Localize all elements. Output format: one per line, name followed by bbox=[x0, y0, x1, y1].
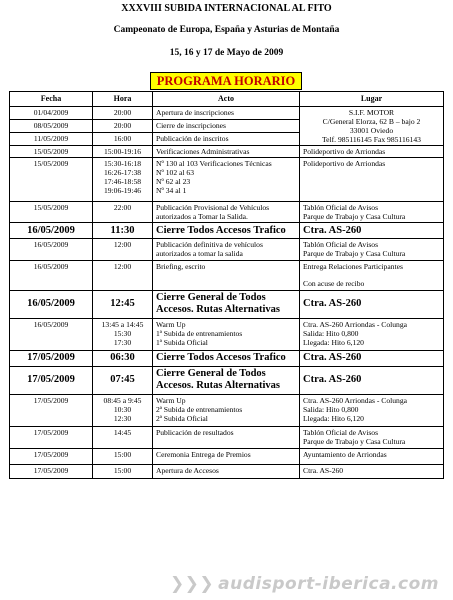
cell-acto-line: Cierre General de Todos bbox=[156, 367, 266, 379]
cell-hora-line: 15:00-19:16 bbox=[103, 147, 142, 157]
table-row bbox=[10, 448, 444, 464]
program-title: PROGRAMA HORARIO bbox=[150, 72, 302, 90]
cell-acto-line: Briefing, escrito bbox=[156, 262, 206, 272]
cell-acto bbox=[153, 366, 300, 394]
cell-lugar-line: 33001 Oviedo bbox=[349, 125, 394, 135]
cell-acto bbox=[153, 158, 300, 202]
cell-acto-line: Warm Up bbox=[156, 395, 186, 405]
cell-hora-line: 15:00 bbox=[113, 449, 132, 459]
cell-acto-line: Cierre de inscripciones bbox=[156, 120, 227, 130]
cell-acto-line: Cierre Todos Accesos Trafico bbox=[156, 351, 286, 363]
cell-acto bbox=[153, 146, 300, 158]
cell-hora-line: 15:00 bbox=[113, 465, 132, 475]
cell-lugar-line: Con acuse de recibo bbox=[303, 279, 365, 289]
cell-lugar bbox=[300, 223, 444, 239]
cell-hora bbox=[93, 464, 153, 478]
cell-lugar bbox=[300, 239, 444, 261]
cell-hora-line: 20:00 bbox=[113, 107, 132, 117]
cell-lugar-line: Ctra. AS-260 bbox=[303, 224, 362, 236]
cell-acto-line: autorizados a tomar la salida bbox=[156, 249, 243, 259]
cell-lugar-line: Entrega Relaciones Participantes bbox=[303, 262, 403, 272]
cell-fecha: 15/05/2009 bbox=[10, 202, 93, 223]
event-dates: 15, 16 y 17 de Mayo de 2009 bbox=[169, 48, 284, 58]
cell-fecha: 15/05/2009 bbox=[10, 146, 93, 158]
cell-acto-line: 2ª Subida Oficial bbox=[156, 414, 208, 424]
cell-acto-line: 2ª Subida de entrenamientos bbox=[156, 405, 243, 415]
table-row bbox=[10, 350, 444, 366]
cell-acto bbox=[153, 350, 300, 366]
table-row bbox=[10, 464, 444, 478]
cell-acto-line: Nº 102 al 63 bbox=[156, 168, 194, 178]
table-row bbox=[10, 158, 444, 202]
cell-lugar-line: Tablón Oficial de Avisos bbox=[303, 203, 379, 213]
cell-hora bbox=[93, 261, 153, 290]
cell-lugar-line: Salida: Hito 0,800 bbox=[303, 405, 359, 415]
cell-hora-line: 16:26-17:38 bbox=[103, 168, 142, 178]
column-header-hora: Hora bbox=[93, 92, 153, 107]
cell-hora-line: 17:30 bbox=[113, 337, 132, 347]
cell-lugar-line: Ctra. AS-260 Arriondas - Colunga bbox=[303, 395, 407, 405]
cell-hora-line: 22:00 bbox=[113, 203, 132, 213]
cell-fecha: 16/05/2009 bbox=[10, 318, 93, 350]
cell-acto bbox=[153, 426, 300, 448]
cell-hora-line: 07:45 bbox=[110, 374, 135, 386]
cell-hora bbox=[93, 146, 153, 158]
cell-lugar bbox=[300, 448, 444, 464]
cell-acto-line: Cierre Todos Accesos Trafico bbox=[156, 224, 286, 236]
table-row bbox=[10, 239, 444, 261]
cell-fecha: 17/05/2009 bbox=[10, 464, 93, 478]
cell-lugar-line: Telf. 985116145 Fax 985116143 bbox=[322, 134, 421, 144]
table-row bbox=[10, 318, 444, 350]
cell-hora-line: 16:00 bbox=[113, 133, 132, 143]
cell-fecha: 01/04/2009 bbox=[10, 106, 93, 119]
cell-hora bbox=[93, 158, 153, 202]
cell-hora bbox=[93, 290, 153, 318]
cell-lugar-line: Parque de Trabajo y Casa Cultura bbox=[303, 212, 406, 222]
cell-acto-line: autorizados a Tomar la Salida. bbox=[156, 212, 248, 222]
cell-acto bbox=[153, 318, 300, 350]
cell-hora-line: 20:00 bbox=[113, 120, 132, 130]
table-row bbox=[10, 426, 444, 448]
cell-acto bbox=[153, 239, 300, 261]
cell-lugar-line: Parque de Trabajo y Casa Cultura bbox=[303, 249, 406, 259]
table-row bbox=[10, 146, 444, 158]
cell-acto-line: Publicación Provisional de Vehículos bbox=[156, 203, 270, 213]
cell-lugar-line: Ctra. AS-260 bbox=[303, 297, 362, 309]
cell-acto-line: Publicación definitiva de vehículos bbox=[156, 240, 263, 250]
cell-fecha: 17/05/2009 bbox=[10, 350, 93, 366]
cell-hora bbox=[93, 106, 153, 119]
cell-lugar-line: Tablón Oficial de Avisos bbox=[303, 240, 379, 250]
cell-hora-line: 12:30 bbox=[113, 414, 132, 424]
cell-acto-line: Accesos. Rutas Alternativas bbox=[156, 304, 280, 316]
cell-lugar bbox=[300, 394, 444, 426]
cell-hora bbox=[93, 202, 153, 223]
cell-lugar-line: Parque de Trabajo y Casa Cultura bbox=[303, 437, 406, 447]
cell-acto bbox=[153, 119, 300, 132]
cell-fecha: 15/05/2009 bbox=[10, 158, 93, 202]
cell-hora bbox=[93, 448, 153, 464]
table-row bbox=[10, 261, 444, 290]
cell-lugar bbox=[300, 158, 444, 202]
table-row bbox=[10, 202, 444, 223]
cell-acto-line: Cierre General de Todos bbox=[156, 291, 266, 303]
cell-acto bbox=[153, 261, 300, 290]
cell-acto-line: Ceremonia Entrega de Premios bbox=[156, 449, 251, 459]
cell-lugar bbox=[300, 318, 444, 350]
cell-fecha: 11/05/2009 bbox=[10, 132, 93, 145]
cell-lugar-line: Polideportivo de Arriondas bbox=[303, 159, 386, 169]
cell-lugar-line bbox=[303, 271, 440, 279]
table-row bbox=[10, 106, 444, 119]
cell-lugar-line: Salida: Hito 0,800 bbox=[303, 328, 359, 338]
cell-hora-line: 15:30 bbox=[113, 328, 132, 338]
cell-fecha: 16/05/2009 bbox=[10, 261, 93, 290]
cell-lugar-line: C/General Elorza, 62 B – bajo 2 bbox=[322, 116, 421, 126]
cell-lugar bbox=[300, 146, 444, 158]
cell-hora-line: 12:45 bbox=[110, 297, 135, 309]
cell-hora-line: 13:45 a 14:45 bbox=[101, 319, 144, 329]
cell-acto-line: 1ª Subida de entrenamientos bbox=[156, 328, 243, 338]
cell-fecha: 17/05/2009 bbox=[10, 394, 93, 426]
cell-hora bbox=[93, 119, 153, 132]
table-row bbox=[10, 223, 444, 239]
cell-hora-line: 12:00 bbox=[113, 240, 132, 250]
cell-lugar bbox=[300, 202, 444, 223]
cell-lugar-line: Llegada: Hito 6,120 bbox=[303, 337, 364, 347]
cell-lugar-line: Ctra. AS-260 Arriondas - Colunga bbox=[303, 319, 407, 329]
cell-lugar-line: Polideportivo de Arriondas bbox=[303, 147, 386, 157]
cell-lugar-line: Ayuntamiento de Arriondas bbox=[303, 449, 387, 459]
cell-lugar bbox=[300, 261, 444, 290]
cell-lugar bbox=[300, 464, 444, 478]
table-row bbox=[10, 394, 444, 426]
cell-lugar-line: Tablón Oficial de Avisos bbox=[303, 427, 379, 437]
cell-fecha: 17/05/2009 bbox=[10, 426, 93, 448]
cell-acto-line: Apertura de inscripciones bbox=[156, 107, 235, 117]
cell-hora-line: 06:30 bbox=[110, 351, 135, 363]
cell-lugar-line: S.I.F. MOTOR bbox=[348, 107, 395, 117]
cell-acto-line: Warm Up bbox=[156, 319, 186, 329]
cell-lugar-line: Llegada: Hito 6,120 bbox=[303, 414, 364, 424]
cell-fecha: 16/05/2009 bbox=[10, 239, 93, 261]
cell-lugar bbox=[300, 366, 444, 394]
cell-fecha: 16/05/2009 bbox=[10, 290, 93, 318]
cell-hora-line: 14:45 bbox=[113, 427, 132, 437]
cell-acto-line: Apertura de Accesos bbox=[156, 465, 219, 475]
table-header-row bbox=[10, 92, 444, 107]
cell-lugar bbox=[300, 426, 444, 448]
cell-acto-line: Publicación de resultados bbox=[156, 427, 234, 437]
championship-subtitle: Campeonato de Europa, España y Asturias de Montaña bbox=[113, 25, 340, 35]
cell-hora-line: 10:30 bbox=[113, 405, 132, 415]
cell-acto bbox=[153, 223, 300, 239]
cell-acto-line: Accesos. Rutas Alternativas bbox=[156, 380, 280, 392]
cell-fecha: 08/05/2009 bbox=[10, 119, 93, 132]
cell-fecha: 17/05/2009 bbox=[10, 448, 93, 464]
cell-hora bbox=[93, 239, 153, 261]
watermark bbox=[170, 574, 439, 594]
schedule-table bbox=[9, 91, 444, 479]
schedule-body bbox=[10, 106, 444, 478]
cell-acto-line: Publicación de inscritos bbox=[156, 133, 229, 143]
watermark-text: audisport-iberica.com bbox=[218, 574, 439, 594]
cell-hora bbox=[93, 318, 153, 350]
cell-acto bbox=[153, 106, 300, 119]
table-row bbox=[10, 366, 444, 394]
cell-acto-line: 1ª Subida Oficial bbox=[156, 337, 208, 347]
cell-lugar-line: Ctra. AS-260 bbox=[303, 351, 362, 363]
cell-hora-line: 08:45 a 9:45 bbox=[103, 395, 142, 405]
cell-acto-line: Nº 130 al 103 Verificaciones Técnicas bbox=[156, 159, 272, 169]
cell-acto bbox=[153, 394, 300, 426]
cell-hora-line: 17:46-18:58 bbox=[103, 177, 142, 187]
cell-acto bbox=[153, 202, 300, 223]
cell-hora-line: 12:00 bbox=[113, 262, 132, 272]
chevrons-icon: ❯❯❯ bbox=[169, 574, 215, 594]
cell-acto-line: Nº 34 al 1 bbox=[156, 186, 187, 196]
cell-acto bbox=[153, 132, 300, 145]
cell-acto bbox=[153, 290, 300, 318]
cell-hora bbox=[93, 350, 153, 366]
cell-hora bbox=[93, 366, 153, 394]
cell-fecha: 16/05/2009 bbox=[10, 223, 93, 239]
column-header-lugar: Lugar bbox=[300, 92, 444, 107]
column-header-acto: Acto bbox=[153, 92, 300, 107]
cell-acto bbox=[153, 464, 300, 478]
cell-fecha: 17/05/2009 bbox=[10, 366, 93, 394]
cell-hora-line: 11:30 bbox=[110, 224, 135, 236]
cell-hora bbox=[93, 223, 153, 239]
cell-hora bbox=[93, 132, 153, 145]
cell-lugar bbox=[300, 106, 444, 145]
cell-acto bbox=[153, 448, 300, 464]
table-row bbox=[10, 290, 444, 318]
column-header-fecha: Fecha bbox=[10, 92, 93, 107]
cell-lugar-line: Ctra. AS-260 bbox=[303, 374, 362, 386]
cell-hora-line: 15:30-16:18 bbox=[103, 159, 142, 169]
cell-acto-line: Nº 62 al 23 bbox=[156, 177, 191, 187]
cell-hora bbox=[93, 394, 153, 426]
cell-acto-line: Verificaciones Administrativas bbox=[156, 147, 250, 157]
cell-hora-line: 19:06-19:46 bbox=[103, 186, 142, 196]
cell-lugar-line: Ctra. AS-260 bbox=[303, 465, 344, 475]
cell-lugar bbox=[300, 350, 444, 366]
cell-lugar bbox=[300, 290, 444, 318]
event-title: XXXVIII SUBIDA INTERNACIONAL AL FITO bbox=[121, 3, 332, 14]
cell-hora bbox=[93, 426, 153, 448]
